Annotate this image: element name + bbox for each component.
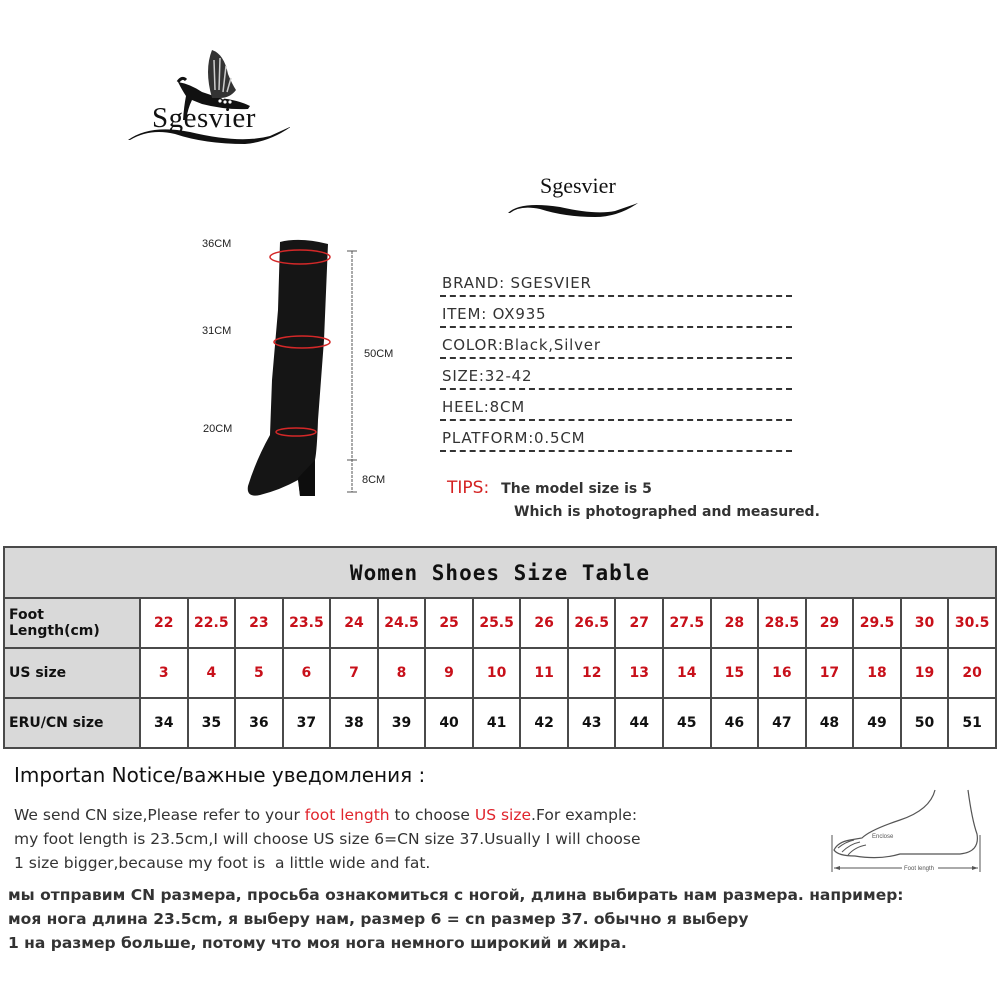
brand-logo-secondary-text: Sgesvier bbox=[540, 173, 616, 198]
shaft-height-label: 50CM bbox=[364, 348, 394, 360]
size-table-cell: 19 bbox=[901, 648, 949, 698]
spec-item: ITEM: OX935 bbox=[440, 297, 792, 328]
spec-brand: BRAND: SGESVIER bbox=[440, 266, 792, 297]
boot-icon bbox=[190, 220, 420, 510]
svg-text:Enclose: Enclose bbox=[872, 834, 894, 840]
size-table-cell: 34 bbox=[140, 698, 188, 748]
foot-diagram bbox=[820, 780, 1000, 880]
size-table-cell: 8 bbox=[378, 648, 426, 698]
size-table-row bbox=[4, 648, 996, 698]
foot-icon bbox=[820, 780, 1000, 880]
size-table-cell: 25 bbox=[425, 598, 473, 648]
tips-line2: Which is photographed and measured. bbox=[514, 504, 820, 520]
size-table-cell: 25.5 bbox=[473, 598, 521, 648]
size-table-row-label: ERU/CN size bbox=[4, 698, 140, 748]
size-table-cell: 37 bbox=[283, 698, 331, 748]
notice-english bbox=[14, 803, 641, 875]
size-table-cell: 23 bbox=[235, 598, 283, 648]
size-table-cell: 14 bbox=[663, 648, 711, 698]
size-table-cell: 4 bbox=[188, 648, 236, 698]
highlight-foot-length: foot length bbox=[304, 806, 390, 824]
size-table-cell: 18 bbox=[853, 648, 901, 698]
butterfly-shoe-icon bbox=[120, 40, 290, 160]
size-table-cell: 3 bbox=[140, 648, 188, 698]
size-table-cell: 24.5 bbox=[378, 598, 426, 648]
size-table-cell: 51 bbox=[948, 698, 996, 748]
size-table-cell: 22.5 bbox=[188, 598, 236, 648]
highlight-us-size: US size bbox=[474, 806, 532, 824]
size-table-row-label: US size bbox=[4, 648, 140, 698]
size-table-cell: 22 bbox=[140, 598, 188, 648]
notice-ru-line2: моя нога длина 23.5cm, я выберу нам, размер 6 = cn размер 37. обычно я выберу bbox=[8, 910, 749, 928]
size-table-cell: 28 bbox=[711, 598, 759, 648]
size-table-title: Women Shoes Size Table bbox=[4, 547, 996, 598]
size-table-cell: 17 bbox=[806, 648, 854, 698]
product-image bbox=[190, 220, 420, 510]
size-table-cell: 7 bbox=[330, 648, 378, 698]
swoosh-icon bbox=[500, 165, 650, 225]
ankle-circumference-label: 20CM bbox=[203, 423, 233, 435]
size-table-cell: 47 bbox=[758, 698, 806, 748]
size-table-row bbox=[4, 598, 996, 648]
spec-size: SIZE:32-42 bbox=[440, 359, 792, 390]
notice-russian bbox=[8, 883, 904, 955]
size-table-cell: 10 bbox=[473, 648, 521, 698]
size-table-cell: 27 bbox=[615, 598, 663, 648]
notice-ru-line1: мы отправим CN размера, просьба ознакомиться с ногой, длина выбирать нам размера. например: bbox=[8, 886, 904, 904]
size-table-cell: 40 bbox=[425, 698, 473, 748]
notice-ru-line3: 1 на размер больше, потому что моя нога немного широкий и жира. bbox=[8, 934, 627, 952]
size-table-cell: 11 bbox=[520, 648, 568, 698]
size-table-cell: 9 bbox=[425, 648, 473, 698]
size-table-cell: 23.5 bbox=[283, 598, 331, 648]
size-table-cell: 41 bbox=[473, 698, 521, 748]
size-table-cell: 5 bbox=[235, 648, 283, 698]
size-table-cell: 12 bbox=[568, 648, 616, 698]
tips-label: TIPS: bbox=[447, 478, 490, 498]
size-table-cell: 42 bbox=[520, 698, 568, 748]
notice-en-line1: We send CN size,Please refer to your foot length to choose US size.For example: bbox=[14, 806, 638, 824]
size-table-cell: 48 bbox=[806, 698, 854, 748]
size-table-cell: 6 bbox=[283, 648, 331, 698]
size-table-cell: 46 bbox=[711, 698, 759, 748]
spec-color: COLOR:Black,Silver bbox=[440, 328, 792, 359]
size-table-cell: 45 bbox=[663, 698, 711, 748]
notice-en-line3: 1 size bigger,because my foot is a little wide and fat. bbox=[14, 854, 431, 872]
tips-line1: The model size is 5 bbox=[501, 481, 652, 497]
size-table-cell: 29.5 bbox=[853, 598, 901, 648]
brand-logo-secondary bbox=[500, 165, 650, 225]
mid-circumference-label: 31CM bbox=[202, 325, 232, 337]
size-table-cell: 35 bbox=[188, 698, 236, 748]
size-table-cell: 28.5 bbox=[758, 598, 806, 648]
brand-logo bbox=[120, 40, 290, 160]
size-table-cell: 26.5 bbox=[568, 598, 616, 648]
size-table-row bbox=[4, 698, 996, 748]
brand-logo-text: Sgesvier bbox=[152, 102, 256, 134]
size-table-cell: 15 bbox=[711, 648, 759, 698]
size-table-cell: 30.5 bbox=[948, 598, 996, 648]
size-table bbox=[3, 546, 997, 749]
size-table-cell: 27.5 bbox=[663, 598, 711, 648]
size-table-cell: 36 bbox=[235, 698, 283, 748]
size-table-cell: 16 bbox=[758, 648, 806, 698]
heel-height-label: 8CM bbox=[362, 474, 386, 486]
size-table-cell: 20 bbox=[948, 648, 996, 698]
size-table-cell: 26 bbox=[520, 598, 568, 648]
spec-platform: PLATFORM:0.5CM bbox=[440, 421, 792, 452]
size-table-title-row bbox=[4, 547, 996, 598]
size-table-cell: 43 bbox=[568, 698, 616, 748]
size-table-cell: 24 bbox=[330, 598, 378, 648]
size-table-row-label: Foot Length(cm) bbox=[4, 598, 140, 648]
notice-title: Importan Notice/важные уведомления : bbox=[14, 763, 426, 787]
top-circumference-label: 36CM bbox=[202, 238, 232, 250]
size-table-cell: 49 bbox=[853, 698, 901, 748]
size-table-cell: 38 bbox=[330, 698, 378, 748]
product-specs bbox=[440, 266, 792, 452]
size-table-cell: 44 bbox=[615, 698, 663, 748]
size-table-cell: 13 bbox=[615, 648, 663, 698]
svg-text:Foot length: Foot length bbox=[904, 866, 935, 872]
tips bbox=[447, 478, 820, 520]
size-table-cell: 29 bbox=[806, 598, 854, 648]
size-table-cell: 30 bbox=[901, 598, 949, 648]
spec-heel: HEEL:8CM bbox=[440, 390, 792, 421]
size-table-cell: 39 bbox=[378, 698, 426, 748]
notice-en-line2: my foot length is 23.5cm,I will choose US size 6=CN size 37.Usually I will choose bbox=[14, 830, 641, 848]
size-table-cell: 50 bbox=[901, 698, 949, 748]
